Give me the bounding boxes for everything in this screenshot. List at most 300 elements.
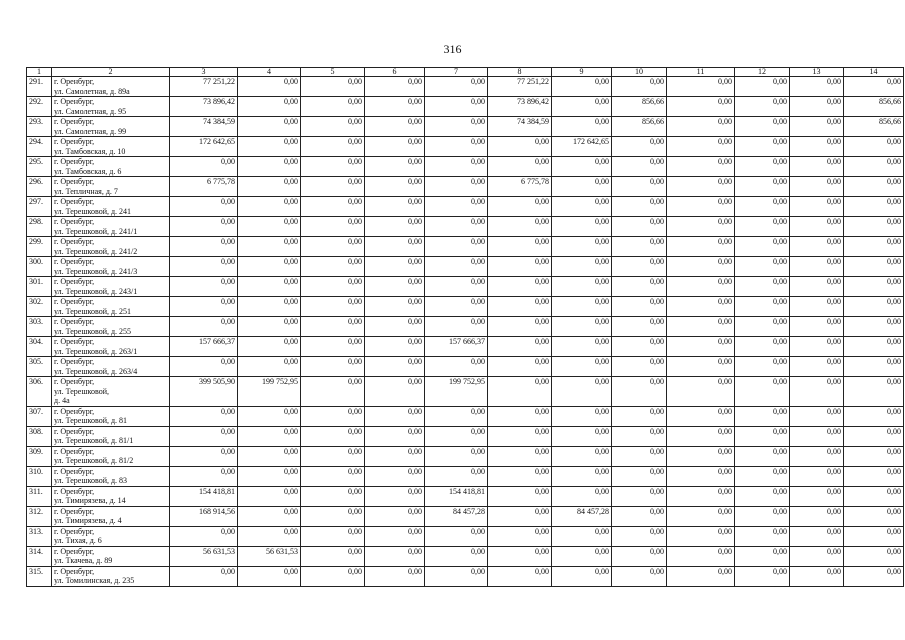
amount-cell: 0,00 — [238, 77, 301, 97]
amount-cell: 0,00 — [735, 317, 790, 337]
amount-cell: 0,00 — [735, 526, 790, 546]
amount-cell: 0,00 — [790, 337, 844, 357]
table-row — [27, 177, 904, 197]
address-line: ул. Томилинская, д. 235 — [54, 576, 135, 585]
amount-cell: 0,00 — [612, 77, 667, 97]
amount-cell: 0,00 — [238, 297, 301, 317]
amount-cell: 0,00 — [844, 77, 904, 97]
amount-cell: 0,00 — [365, 566, 425, 586]
address-line: ул. Самолетная, д. 95 — [54, 106, 127, 116]
amount-cell: 0,00 — [735, 566, 790, 586]
row-number-cell: 299. — [27, 237, 52, 257]
address-cell — [52, 486, 170, 506]
amount-cell: 0,00 — [488, 197, 552, 217]
address-line: г. Оренбург, — [54, 137, 95, 146]
amount-cell: 0,00 — [425, 317, 488, 337]
address-cell — [52, 97, 170, 117]
amount-cell: 0,00 — [844, 466, 904, 486]
address-cell — [52, 157, 170, 177]
table-row — [27, 406, 904, 426]
amount-cell: 0,00 — [735, 137, 790, 157]
amount-cell: 154 418,81 — [170, 486, 238, 506]
column-header: 8 — [488, 68, 552, 77]
amount-cell: 0,00 — [170, 526, 238, 546]
amount-cell: 0,00 — [425, 137, 488, 157]
amount-cell: 0,00 — [667, 197, 735, 217]
amount-cell: 0,00 — [365, 297, 425, 317]
amount-cell: 0,00 — [667, 506, 735, 526]
row-number-cell: 298. — [27, 217, 52, 237]
amount-cell: 199 752,95 — [425, 377, 488, 407]
amount-cell: 0,00 — [425, 426, 488, 446]
amount-cell: 0,00 — [301, 466, 365, 486]
amount-cell: 0,00 — [488, 157, 552, 177]
amount-cell: 0,00 — [612, 157, 667, 177]
amount-cell: 0,00 — [488, 257, 552, 277]
amount-cell: 0,00 — [488, 446, 552, 466]
amount-cell: 0,00 — [790, 406, 844, 426]
column-header: 13 — [790, 68, 844, 77]
column-header: 4 — [238, 68, 301, 77]
amount-cell: 0,00 — [170, 357, 238, 377]
amount-cell: 0,00 — [844, 426, 904, 446]
amount-cell: 0,00 — [365, 257, 425, 277]
amount-cell: 0,00 — [612, 257, 667, 277]
amount-cell: 0,00 — [301, 197, 365, 217]
amount-cell: 0,00 — [735, 486, 790, 506]
amount-cell: 0,00 — [238, 406, 301, 426]
address-line: г. Оренбург, — [54, 217, 95, 226]
amount-cell: 0,00 — [735, 426, 790, 446]
amount-cell: 0,00 — [238, 97, 301, 117]
amount-cell: 0,00 — [170, 466, 238, 486]
amount-cell: 0,00 — [425, 357, 488, 377]
amount-cell: 856,66 — [612, 117, 667, 137]
address-line: ул. Терешковой, д. 241/3 — [54, 266, 138, 276]
amount-cell: 0,00 — [301, 157, 365, 177]
address-cell — [52, 137, 170, 157]
address-cell — [52, 77, 170, 97]
amount-cell: 0,00 — [365, 117, 425, 137]
address-line: ул. Самолетная, д. 89а — [54, 86, 130, 96]
amount-cell: 0,00 — [612, 337, 667, 357]
address-cell — [52, 466, 170, 486]
amount-cell: 0,00 — [488, 406, 552, 426]
amount-cell: 0,00 — [790, 446, 844, 466]
amount-cell: 0,00 — [170, 277, 238, 297]
amount-cell: 0,00 — [667, 277, 735, 297]
amount-cell: 0,00 — [425, 217, 488, 237]
row-number-cell: 297. — [27, 197, 52, 217]
amount-cell: 0,00 — [790, 237, 844, 257]
table-row — [27, 426, 904, 446]
amount-cell: 0,00 — [552, 317, 612, 337]
amount-cell: 0,00 — [425, 526, 488, 546]
amount-cell: 0,00 — [238, 277, 301, 297]
amount-cell: 0,00 — [790, 566, 844, 586]
amount-cell: 0,00 — [667, 546, 735, 566]
amount-cell: 0,00 — [844, 177, 904, 197]
table-row — [27, 357, 904, 377]
amount-cell: 0,00 — [488, 526, 552, 546]
address-line: г. Оренбург, — [54, 177, 95, 186]
address-line: г. Оренбург, — [54, 526, 95, 536]
amount-cell: 157 666,37 — [425, 337, 488, 357]
amount-cell: 0,00 — [844, 406, 904, 426]
row-number-cell: 300. — [27, 257, 52, 277]
amount-cell: 0,00 — [612, 297, 667, 317]
table-row — [27, 526, 904, 546]
row-number-cell: 306. — [27, 377, 52, 407]
amount-cell: 157 666,37 — [170, 337, 238, 357]
amount-cell: 0,00 — [238, 257, 301, 277]
amount-cell: 0,00 — [552, 97, 612, 117]
amount-cell: 0,00 — [301, 526, 365, 546]
amount-cell: 0,00 — [365, 137, 425, 157]
address-line: ул. Тепличная, д. 7 — [54, 186, 118, 196]
amount-cell: 0,00 — [612, 137, 667, 157]
amount-cell: 84 457,28 — [425, 506, 488, 526]
amount-cell: 73 896,42 — [170, 97, 238, 117]
amount-cell: 0,00 — [612, 217, 667, 237]
amount-cell: 0,00 — [667, 137, 735, 157]
amount-cell: 0,00 — [301, 446, 365, 466]
amount-cell: 0,00 — [790, 506, 844, 526]
amount-cell: 0,00 — [425, 546, 488, 566]
amount-cell: 0,00 — [552, 217, 612, 237]
column-header: 5 — [301, 68, 365, 77]
amount-cell: 0,00 — [790, 257, 844, 277]
amount-cell: 0,00 — [425, 466, 488, 486]
amount-cell: 0,00 — [301, 177, 365, 197]
amount-cell: 0,00 — [735, 157, 790, 177]
address-cell — [52, 377, 170, 407]
amount-cell: 0,00 — [667, 526, 735, 546]
amount-cell: 0,00 — [170, 257, 238, 277]
address-cell — [52, 506, 170, 526]
amount-cell: 0,00 — [488, 426, 552, 446]
amount-cell: 77 251,22 — [488, 77, 552, 97]
address-cell — [52, 257, 170, 277]
amount-cell: 0,00 — [612, 486, 667, 506]
amount-cell: 0,00 — [365, 446, 425, 466]
address-cell — [52, 546, 170, 566]
amount-cell: 0,00 — [488, 337, 552, 357]
amount-cell: 0,00 — [735, 277, 790, 297]
amount-cell: 0,00 — [488, 486, 552, 506]
table-row — [27, 137, 904, 157]
amount-cell: 0,00 — [844, 257, 904, 277]
amount-cell: 0,00 — [365, 277, 425, 297]
amount-cell: 0,00 — [488, 546, 552, 566]
address-line: г. Оренбург, — [54, 446, 95, 456]
address-line: ул. Ткачева, д. 89 — [54, 556, 113, 565]
amount-cell: 0,00 — [365, 486, 425, 506]
amount-cell: 0,00 — [790, 217, 844, 237]
amount-cell: 0,00 — [612, 357, 667, 377]
address-cell — [52, 117, 170, 137]
amount-cell: 0,00 — [552, 426, 612, 446]
amount-cell: 56 631,53 — [170, 546, 238, 566]
address-line: ул. Терешковой, д. 243/1 — [54, 286, 138, 296]
amount-cell: 0,00 — [667, 217, 735, 237]
amount-cell: 0,00 — [552, 566, 612, 586]
amount-cell: 0,00 — [170, 197, 238, 217]
amount-cell: 0,00 — [844, 157, 904, 177]
amount-cell: 0,00 — [667, 357, 735, 377]
amount-cell: 0,00 — [844, 337, 904, 357]
row-number-cell: 294. — [27, 137, 52, 157]
amount-cell: 0,00 — [552, 526, 612, 546]
amount-cell: 0,00 — [238, 217, 301, 237]
amount-cell: 0,00 — [844, 566, 904, 586]
amount-cell: 0,00 — [735, 446, 790, 466]
amount-cell: 0,00 — [667, 177, 735, 197]
address-cell — [52, 317, 170, 337]
amount-cell: 0,00 — [425, 297, 488, 317]
table-row — [27, 197, 904, 217]
amount-cell: 0,00 — [735, 257, 790, 277]
row-number-cell: 291. — [27, 77, 52, 97]
table-body — [27, 77, 904, 587]
amount-cell: 0,00 — [552, 237, 612, 257]
amount-cell: 84 457,28 — [552, 506, 612, 526]
amount-cell: 0,00 — [735, 546, 790, 566]
amount-cell: 0,00 — [552, 277, 612, 297]
amount-cell: 0,00 — [612, 426, 667, 446]
amount-cell: 0,00 — [844, 446, 904, 466]
amount-cell: 0,00 — [790, 426, 844, 446]
table-row — [27, 337, 904, 357]
column-header: 3 — [170, 68, 238, 77]
address-line: г. Оренбург, — [54, 377, 95, 386]
address-line: г. Оренбург, — [54, 317, 95, 326]
amount-cell: 0,00 — [552, 117, 612, 137]
address-line: ул. Терешковой, д. 241/1 — [54, 226, 138, 236]
amount-cell: 0,00 — [735, 177, 790, 197]
amount-cell: 0,00 — [170, 446, 238, 466]
amount-cell: 0,00 — [425, 157, 488, 177]
amount-cell: 0,00 — [301, 317, 365, 337]
amount-cell: 0,00 — [735, 117, 790, 137]
amount-cell: 0,00 — [552, 377, 612, 407]
amount-cell: 0,00 — [488, 137, 552, 157]
amount-cell: 0,00 — [170, 406, 238, 426]
address-cell — [52, 357, 170, 377]
amount-cell: 0,00 — [844, 137, 904, 157]
page-number: 316 — [443, 42, 462, 56]
amount-cell: 0,00 — [735, 77, 790, 97]
amount-cell: 0,00 — [667, 406, 735, 426]
address-line: ул. Тихая, д. 6 — [54, 536, 102, 545]
address-line: ул. Тамбовская, д. 10 — [54, 146, 126, 156]
amount-cell: 0,00 — [365, 237, 425, 257]
amount-cell: 0,00 — [488, 377, 552, 407]
table-row — [27, 317, 904, 337]
amount-cell: 0,00 — [301, 506, 365, 526]
amount-cell: 0,00 — [552, 337, 612, 357]
amount-cell: 0,00 — [612, 406, 667, 426]
amount-cell: 0,00 — [238, 486, 301, 506]
amount-cell: 0,00 — [790, 526, 844, 546]
table-row — [27, 97, 904, 117]
amount-cell: 0,00 — [301, 337, 365, 357]
amount-cell: 0,00 — [667, 566, 735, 586]
amount-cell: 0,00 — [667, 117, 735, 137]
column-header: 6 — [365, 68, 425, 77]
column-header: 14 — [844, 68, 904, 77]
address-line: г. Оренбург, — [54, 546, 95, 556]
amount-cell: 0,00 — [238, 317, 301, 337]
address-cell — [52, 426, 170, 446]
row-number-cell: 292. — [27, 97, 52, 117]
amount-cell: 0,00 — [425, 197, 488, 217]
address-line: г. Оренбург, — [54, 237, 95, 246]
amount-cell: 0,00 — [790, 77, 844, 97]
amount-cell: 0,00 — [735, 337, 790, 357]
amount-cell: 0,00 — [425, 277, 488, 297]
amount-cell: 0,00 — [238, 157, 301, 177]
amount-cell: 0,00 — [790, 486, 844, 506]
table-row — [27, 466, 904, 486]
amount-cell: 0,00 — [488, 357, 552, 377]
amount-cell: 0,00 — [735, 237, 790, 257]
amount-cell: 0,00 — [552, 177, 612, 197]
amount-cell: 0,00 — [301, 297, 365, 317]
amount-cell: 0,00 — [552, 357, 612, 377]
amount-cell: 0,00 — [667, 426, 735, 446]
amount-cell: 0,00 — [365, 526, 425, 546]
amount-cell: 0,00 — [238, 426, 301, 446]
amount-cell: 0,00 — [735, 97, 790, 117]
amount-cell: 0,00 — [844, 297, 904, 317]
row-number-cell: 305. — [27, 357, 52, 377]
amount-cell: 0,00 — [365, 157, 425, 177]
address-line: д. 4а — [54, 396, 70, 405]
amount-cell: 0,00 — [790, 97, 844, 117]
amount-cell: 0,00 — [552, 157, 612, 177]
amount-cell: 0,00 — [790, 177, 844, 197]
address-line: г. Оренбург, — [54, 506, 95, 516]
amount-cell: 0,00 — [301, 377, 365, 407]
amount-cell: 0,00 — [238, 337, 301, 357]
amount-cell: 0,00 — [552, 546, 612, 566]
amount-cell: 56 631,53 — [238, 546, 301, 566]
amount-cell: 0,00 — [301, 406, 365, 426]
address-line: г. Оренбург, — [54, 277, 95, 286]
amount-cell: 856,66 — [844, 97, 904, 117]
amount-cell: 0,00 — [667, 157, 735, 177]
amount-cell: 0,00 — [365, 406, 425, 426]
row-number-cell: 312. — [27, 506, 52, 526]
amount-cell: 0,00 — [790, 277, 844, 297]
address-cell — [52, 446, 170, 466]
address-line: г. Оренбург, — [54, 257, 95, 266]
amount-cell: 0,00 — [612, 377, 667, 407]
address-line: г. Оренбург, — [54, 157, 95, 166]
amount-cell: 0,00 — [612, 446, 667, 466]
row-number-cell: 295. — [27, 157, 52, 177]
row-number-cell: 304. — [27, 337, 52, 357]
amount-cell: 0,00 — [365, 506, 425, 526]
amount-cell: 0,00 — [238, 446, 301, 466]
amount-cell: 0,00 — [735, 357, 790, 377]
table-row — [27, 546, 904, 566]
amount-cell: 0,00 — [844, 217, 904, 237]
table-row — [27, 77, 904, 97]
row-number-cell: 307. — [27, 406, 52, 426]
amount-cell: 0,00 — [170, 566, 238, 586]
amount-cell: 0,00 — [667, 486, 735, 506]
amount-cell: 0,00 — [488, 277, 552, 297]
address-line: ул. Терешковой, д. 255 — [54, 326, 132, 336]
amount-cell: 0,00 — [170, 237, 238, 257]
amount-cell: 0,00 — [301, 97, 365, 117]
amount-cell: 0,00 — [844, 317, 904, 337]
address-line: ул. Терешковой, д. 263/4 — [54, 366, 138, 376]
amount-cell: 0,00 — [301, 137, 365, 157]
amount-cell: 0,00 — [238, 237, 301, 257]
amount-cell: 0,00 — [238, 466, 301, 486]
amount-cell: 399 505,90 — [170, 377, 238, 407]
amount-cell: 0,00 — [365, 426, 425, 446]
amount-cell: 0,00 — [790, 546, 844, 566]
amount-cell: 0,00 — [790, 297, 844, 317]
amount-cell: 0,00 — [238, 506, 301, 526]
amount-cell: 0,00 — [365, 217, 425, 237]
amount-cell: 0,00 — [365, 546, 425, 566]
address-line: ул. Терешковой, д. 83 — [54, 476, 128, 485]
table-row — [27, 277, 904, 297]
amount-cell: 0,00 — [667, 337, 735, 357]
amount-cell: 0,00 — [735, 217, 790, 237]
amount-cell: 0,00 — [238, 566, 301, 586]
amount-cell: 0,00 — [425, 77, 488, 97]
row-number-cell: 303. — [27, 317, 52, 337]
amount-cell: 0,00 — [365, 466, 425, 486]
amount-cell: 0,00 — [488, 506, 552, 526]
table-row — [27, 117, 904, 137]
amount-cell: 73 896,42 — [488, 97, 552, 117]
amount-cell: 199 752,95 — [238, 377, 301, 407]
amount-cell: 0,00 — [365, 377, 425, 407]
amount-cell: 172 642,65 — [552, 137, 612, 157]
amount-cell: 0,00 — [301, 257, 365, 277]
amount-cell: 0,00 — [844, 377, 904, 407]
amount-cell: 0,00 — [612, 506, 667, 526]
amount-cell: 0,00 — [425, 566, 488, 586]
address-line: ул. Терешковой, — [54, 386, 109, 396]
address-line: г. Оренбург, — [54, 466, 95, 476]
amount-cell: 0,00 — [425, 117, 488, 137]
address-line: ул. Терешковой, д. 241/2 — [54, 246, 138, 256]
address-line: г. Оренбург, — [54, 406, 95, 416]
amount-cell: 0,00 — [552, 486, 612, 506]
address-line: ул. Терешковой, д. 81 — [54, 416, 128, 425]
amount-cell: 0,00 — [365, 97, 425, 117]
amount-cell: 0,00 — [365, 337, 425, 357]
address-line: ул. Тимирязева, д. 14 — [54, 496, 126, 505]
address-line: г. Оренбург, — [54, 337, 95, 346]
address-cell — [52, 277, 170, 297]
table-header — [27, 68, 904, 77]
table-row — [27, 257, 904, 277]
column-header: 11 — [667, 68, 735, 77]
amount-cell: 0,00 — [735, 297, 790, 317]
amount-cell: 0,00 — [488, 297, 552, 317]
row-number-cell: 314. — [27, 546, 52, 566]
amount-cell: 0,00 — [170, 426, 238, 446]
